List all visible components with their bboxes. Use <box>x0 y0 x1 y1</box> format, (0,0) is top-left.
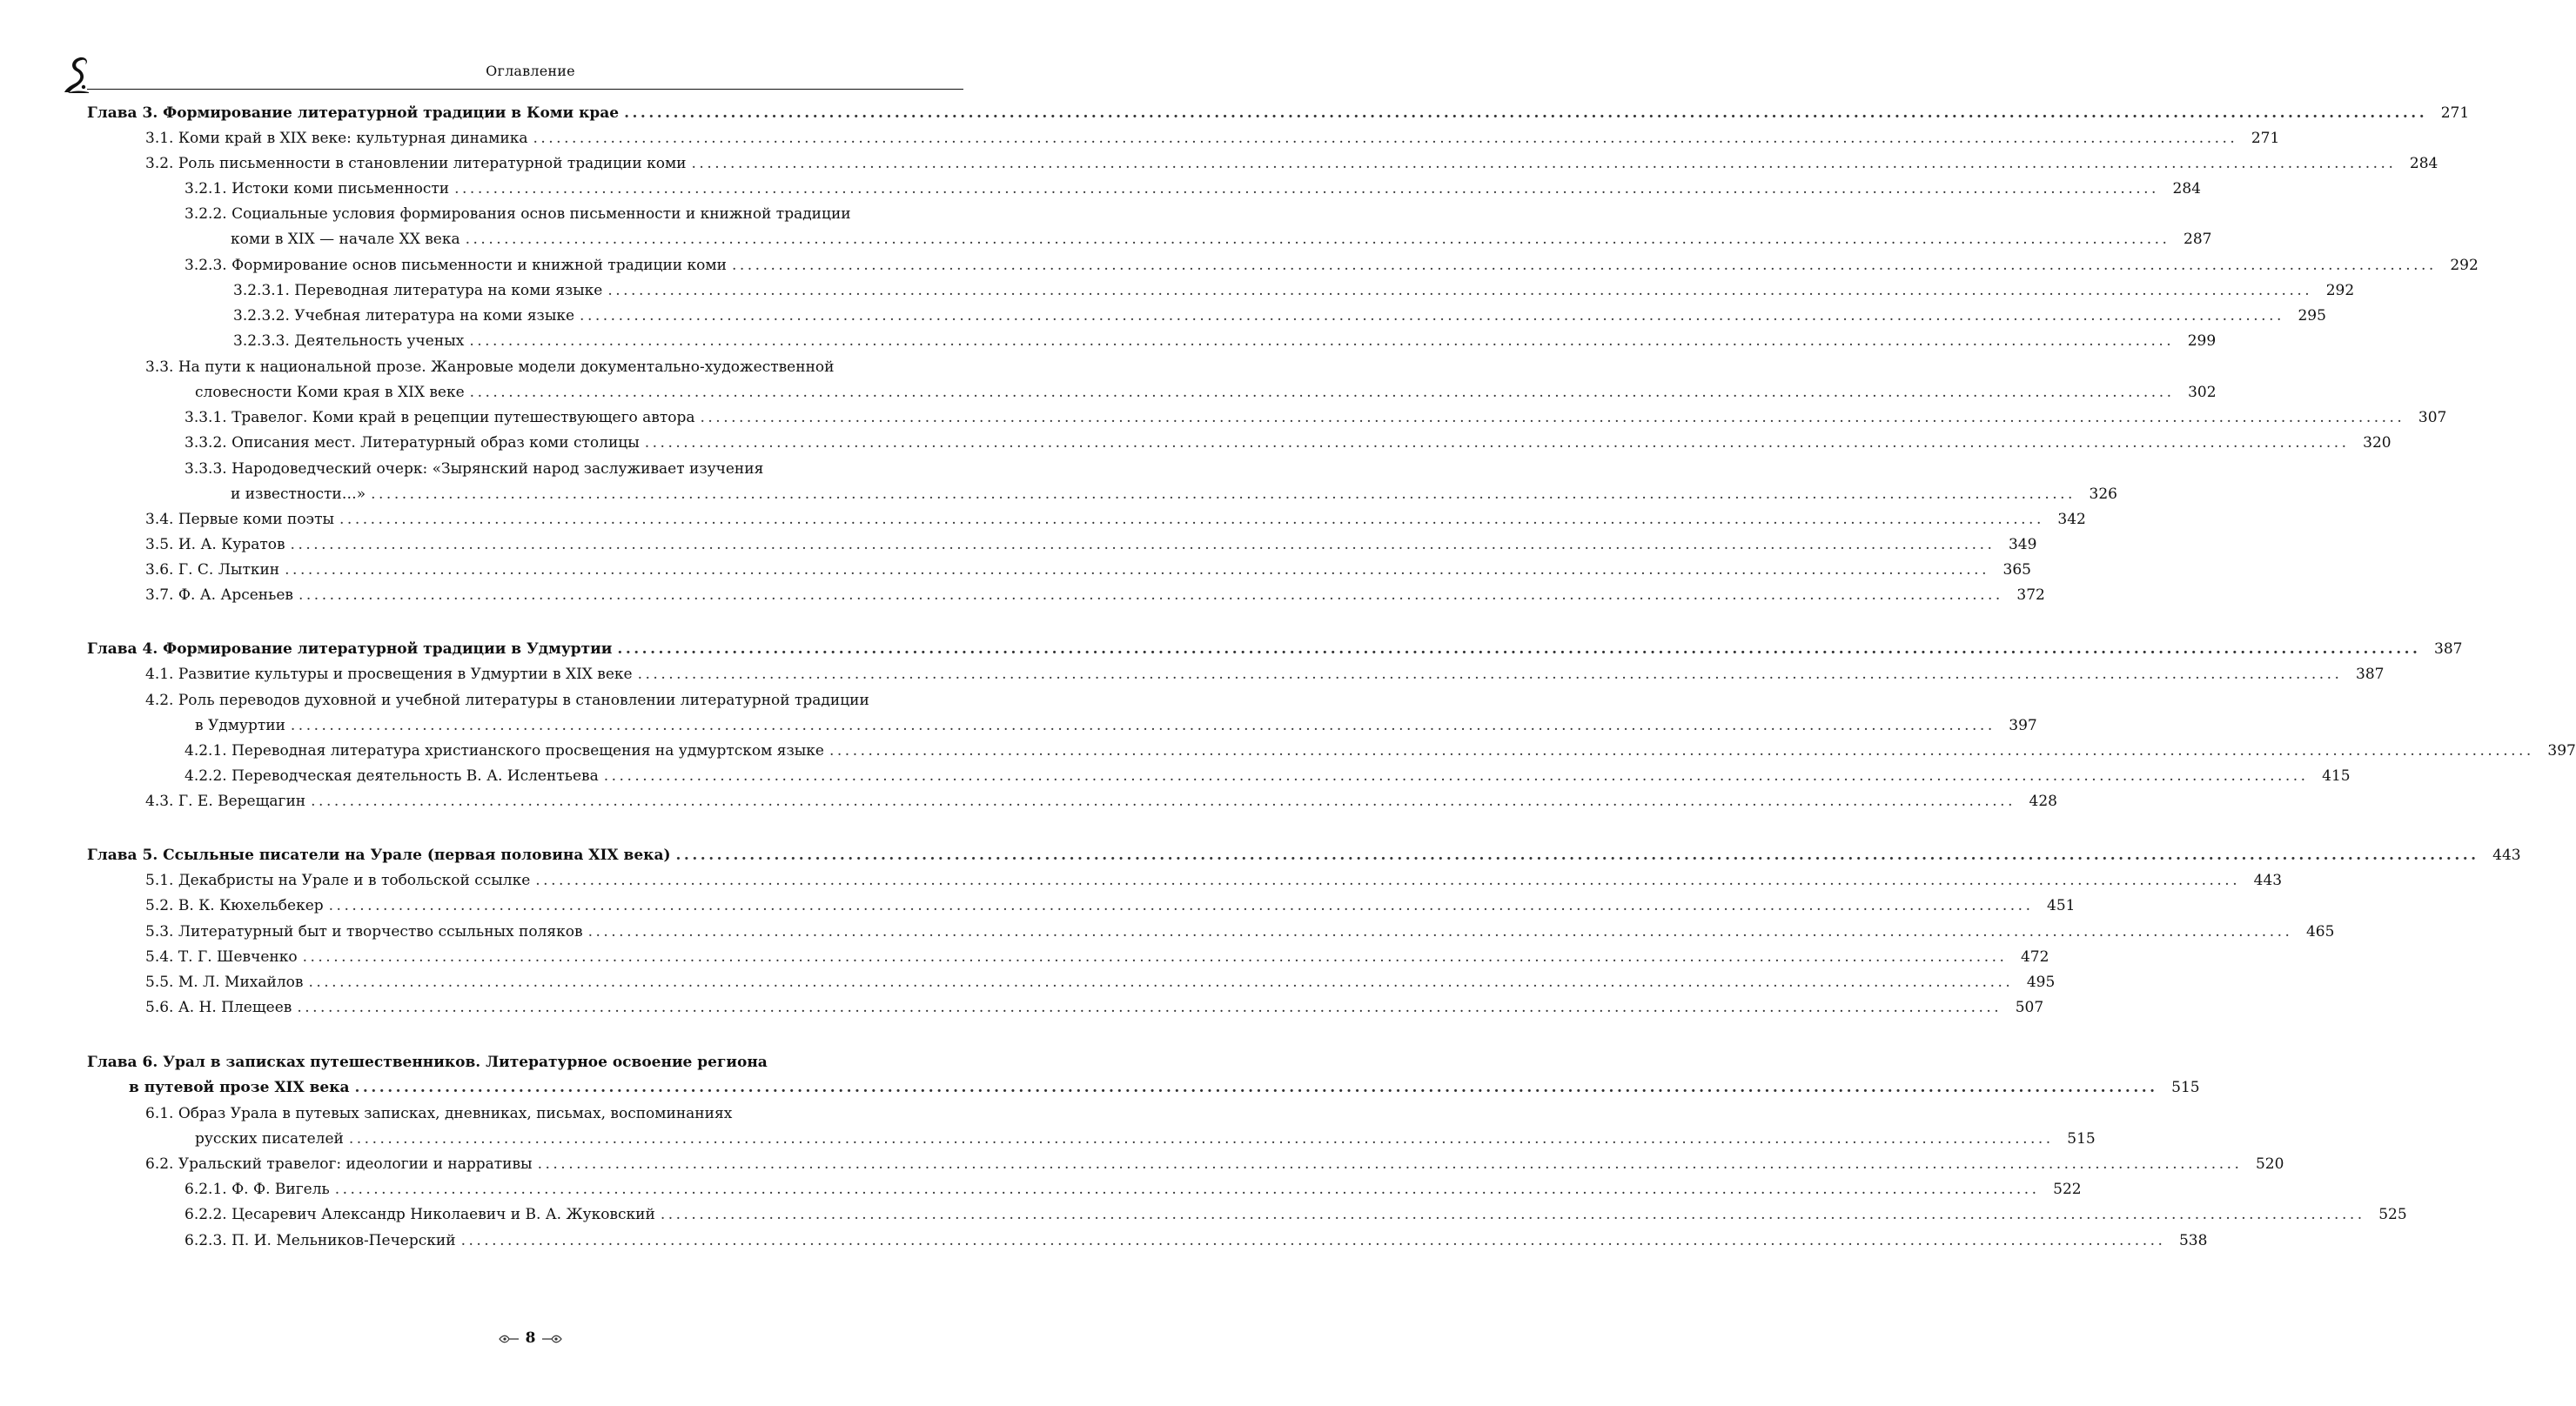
dot-leader: ............................................................................................................................................................................................................................ <box>700 409 2405 426</box>
toc-entry-title: коми в XIX — начале XX века <box>231 226 466 252</box>
toc-entry-title: 3.2. Роль письменности в становлении литературной традиции коми <box>145 151 692 177</box>
right-footer-ornament-icon <box>540 1334 563 1344</box>
dot-leader: ............................................................................................................................................................................................................................ <box>537 1155 2243 1173</box>
toc-entry-title: 4.2.1. Переводная литература христианского просвещения на удмуртском языке <box>184 738 829 764</box>
toc-page-number: 320 <box>2363 434 2392 452</box>
toc-entry <box>0 252 2479 278</box>
toc-entry-title: 5.3. Литературный быт и творчество ссыльных поляков <box>145 919 588 945</box>
toc-page-number: 397 <box>2547 742 2576 760</box>
dot-leader: ............................................................................................................................................................................................................................ <box>285 561 1989 579</box>
toc-entry-title: 3.3.1. Травелог. Коми край в рецепции путешествующего автора <box>184 405 701 431</box>
dot-leader: ............................................................................................................................................................................................................................ <box>603 767 2309 785</box>
toc-page-number: 443 <box>2253 872 2283 889</box>
dot-leader: ............................................................................................................................................................................................................................ <box>617 640 2421 658</box>
dot-leader: ............................................................................................................................................................................................................................ <box>637 666 2343 683</box>
dot-leader: ............................................................................................................................................................................................................................ <box>460 1232 2166 1249</box>
toc-entry-title: 4.2. Роль переводов духовной и учебной литературы в становлении литературной традиции <box>145 692 875 709</box>
dot-leader: ............................................................................................................................................................................................................................ <box>290 536 1996 553</box>
dot-leader: ............................................................................................................................................................................................................................ <box>533 130 2238 147</box>
toc-entry-title: 6.2.2. Цесаревич Александр Николаевич и В. А. Жуковский <box>184 1202 661 1228</box>
toc-page-number: 287 <box>2184 231 2212 248</box>
toc-entry-title: Глава 3. Формирование литературной традиции в Коми крае <box>87 100 624 126</box>
toc-entry-title: 4.2.2. Переводческая деятельность В. А. Ислентьева <box>184 763 604 789</box>
toc-entry-title: словесности Коми края в XIX веке <box>195 379 470 405</box>
dot-leader: ............................................................................................................................................................................................................................ <box>334 1181 2040 1198</box>
toc-entry-title: 5.5. М. Л. Михайлов <box>145 969 308 995</box>
toc-entry <box>0 1202 2407 1228</box>
dot-leader: ............................................................................................................................................................................................................................ <box>607 282 2313 299</box>
toc-entry-title: 3.2.2. Социальные условия формирования основ письменности и книжной традиции <box>184 205 856 223</box>
toc-page-number: 387 <box>2434 640 2463 658</box>
toc-entry <box>0 354 1061 380</box>
toc-entry <box>0 1126 2096 1152</box>
toc-entry <box>0 1101 1061 1127</box>
dot-leader: ............................................................................................................................................................................................................................ <box>828 742 2534 760</box>
toc-entry-title: 5.6. А. Н. Плещеев <box>145 994 297 1021</box>
toc-entry-title: русских писателей <box>195 1126 349 1152</box>
toc-entry <box>0 1075 2200 1101</box>
toc-entry <box>0 738 2576 764</box>
toc-page-number: 525 <box>2378 1206 2407 1223</box>
dot-leader: ............................................................................................................................................................................................................................ <box>691 155 2397 172</box>
dot-leader: ............................................................................................................................................................................................................................ <box>299 586 2003 604</box>
dot-leader: ............................................................................................................................................................................................................................ <box>535 872 2241 889</box>
toc-entry-title: 3.2.3.3. Деятельность ученых <box>233 328 469 354</box>
toc-entry <box>0 1176 2082 1202</box>
toc-entry-title: 3.4. Первые коми поэты <box>145 506 339 532</box>
dot-leader: ............................................................................................................................................................................................................................ <box>731 257 2437 274</box>
toc-entry <box>0 969 2056 995</box>
toc-entry <box>0 557 2031 583</box>
dot-leader: ............................................................................................................................................................................................................................ <box>587 923 2293 941</box>
toc-entry <box>0 430 2392 456</box>
dot-leader: ............................................................................................................................................................................................................................ <box>469 384 2175 401</box>
toc-entry-title: 3.3. На пути к национальной прозе. Жанровые модели документально-художественной <box>145 358 839 376</box>
toc-page-number: 307 <box>2418 409 2447 426</box>
toc-entry <box>0 532 2037 558</box>
toc-entry <box>0 1228 2208 1254</box>
toc-entry-title: 4.1. Развитие культуры и просвещения в Удмуртии в XIX веке <box>145 661 638 687</box>
dot-leader: ............................................................................................................................................................................................................................ <box>660 1206 2365 1223</box>
toc-page-number: 465 <box>2305 923 2335 941</box>
toc-entry-title: Глава 5. Ссыльные писатели на Урале (первая половина XIX века) <box>87 842 676 868</box>
toc-entry <box>0 713 2037 739</box>
toc-entry-title: 6.2.1. Ф. Ф. Вигель <box>184 1176 335 1202</box>
dot-leader: ............................................................................................................................................................................................................................ <box>339 511 2044 528</box>
toc-entry-title: 3.3.3. Народоведческий очерк: «Зырянский народ заслуживает изучения <box>184 460 768 478</box>
toc-page-number: 507 <box>2015 999 2044 1016</box>
toc-page-number: 415 <box>2322 767 2351 785</box>
toc-entry-title: 5.2. В. К. Кюхельбекер <box>145 893 329 919</box>
toc-entry-title: 6.1. Образ Урала в путевых записках, дневниках, письмах, воспоминаниях <box>145 1105 737 1122</box>
toc-page-number: 299 <box>2187 332 2217 350</box>
toc-page-number: 271 <box>2251 130 2280 147</box>
toc-page-number: 372 <box>2016 586 2045 604</box>
toc-page-number: 284 <box>2409 155 2438 172</box>
toc-page-number: 515 <box>2171 1079 2200 1096</box>
toc-page-number: 326 <box>2089 485 2117 503</box>
toc-entry <box>0 379 2217 405</box>
toc-page-number: 292 <box>2325 282 2355 299</box>
toc-page-number: 520 <box>2255 1155 2284 1173</box>
dot-leader: ............................................................................................................................................................................................................................ <box>290 717 1996 734</box>
toc-page-number: 284 <box>2172 180 2201 198</box>
dot-leader: ............................................................................................................................................................................................................................ <box>454 180 2159 198</box>
toc-entry <box>0 278 2355 304</box>
toc-entry <box>0 867 2283 894</box>
toc-entry-title: Глава 4. Формирование литературной традиции в Удмуртии <box>87 636 617 662</box>
toc-entry-title: 3.6. Г. С. Лыткин <box>145 557 285 583</box>
toc-entry-title: 5.4. Т. Г. Шевченко <box>145 944 303 970</box>
toc-entry-title: 3.2.3.2. Учебная литература на коми языке <box>233 303 580 329</box>
toc-entry-title: и известности…» <box>231 481 371 507</box>
dot-leader: ............................................................................................................................................................................................................................ <box>308 974 2014 991</box>
toc-entry-title: 3.2.1. Истоки коми письменности <box>184 176 454 202</box>
toc-entry <box>0 506 2086 532</box>
dot-leader: ............................................................................................................................................................................................................................ <box>297 999 2002 1016</box>
toc-entry-title: 4.3. Г. Е. Верещагин <box>145 788 311 814</box>
toc-page-number: 387 <box>2356 666 2385 683</box>
toc-page-number: 397 <box>2009 717 2037 734</box>
toc-entry <box>0 405 2447 431</box>
dot-leader: ............................................................................................................................................................................................................................ <box>624 104 2428 122</box>
dot-leader: ............................................................................................................................................................................................................................ <box>371 485 2076 503</box>
toc-entry-title: Глава 6. Урал в записках путешественников. Литературное освоение региона <box>87 1054 773 1071</box>
dot-leader: ............................................................................................................................................................................................................................ <box>302 948 2008 966</box>
toc-page-number: 538 <box>2178 1232 2208 1249</box>
toc-entry <box>0 151 2438 177</box>
left-footer-ornament-icon <box>498 1334 520 1344</box>
toc-entry-title: в путевой прозе XIX века <box>129 1075 355 1101</box>
toc-entry <box>0 328 2217 354</box>
toc-entry <box>0 636 2463 662</box>
toc-entry <box>0 226 2212 252</box>
dot-leader: ............................................................................................................................................................................................................................ <box>644 434 2350 452</box>
toc-entry <box>0 788 2057 814</box>
toc-entry-title: в Удмуртии <box>195 713 291 739</box>
dot-leader: ............................................................................................................................................................................................................................ <box>348 1130 2054 1148</box>
toc-page-number: 295 <box>2298 307 2326 325</box>
toc-page-number: 495 <box>2026 974 2056 991</box>
dot-leader: ............................................................................................................................................................................................................................ <box>675 847 2479 864</box>
toc-page-number: 443 <box>2492 847 2521 864</box>
toc-entry <box>0 1151 2284 1177</box>
dot-leader: ............................................................................................................................................................................................................................ <box>580 307 2284 325</box>
toc-page-number: 271 <box>2440 104 2470 122</box>
toc-entry-title: 3.2.3.1. Переводная литература на коми языке <box>233 278 607 304</box>
toc-entry <box>0 201 1061 227</box>
running-header-title: Оглавление <box>486 63 575 79</box>
toc-entry-title: 6.2. Уральский травелог: идеологии и нарративы <box>145 1151 538 1177</box>
dot-leader: ............................................................................................................................................................................................................................ <box>465 231 2170 248</box>
page-number: 8 <box>525 1329 536 1347</box>
toc-entry-title: 5.1. Декабристы на Урале и в тобольской ссылке <box>145 867 535 894</box>
toc-entry-title: 6.2.3. П. И. Мельников-Печерский <box>184 1228 461 1254</box>
toc-entry-title: 3.5. И. А. Куратов <box>145 532 291 558</box>
page-footer <box>0 1329 1061 1347</box>
toc-entry <box>0 763 2351 789</box>
toc-page-number: 365 <box>2002 561 2031 579</box>
toc-entry <box>0 303 2326 329</box>
toc-entry <box>0 919 2335 945</box>
toc-page-number: 522 <box>2053 1181 2082 1198</box>
toc-page-number: 292 <box>2450 257 2479 274</box>
dot-leader: ............................................................................................................................................................................................................................ <box>311 793 2016 810</box>
toc-page-number: 342 <box>2057 511 2086 528</box>
dot-leader: ............................................................................................................................................................................................................................ <box>469 332 2175 350</box>
toc-page-number: 428 <box>2029 793 2057 810</box>
toc-entry <box>0 994 2044 1021</box>
toc-entry <box>0 661 2385 687</box>
toc-entry-title: 3.3.2. Описания мест. Литературный образ коми столицы <box>184 430 645 456</box>
toc-page-number: 515 <box>2067 1130 2096 1148</box>
toc-page-number: 451 <box>2047 897 2076 914</box>
toc-entry <box>0 100 2470 126</box>
toc-entry <box>0 481 2117 507</box>
toc-page-number: 302 <box>2188 384 2217 401</box>
toc-entry-title: 3.2.3. Формирование основ письменности и книжной традиции коми <box>184 252 732 278</box>
toc-page-number: 472 <box>2020 948 2049 966</box>
toc-entry <box>0 125 2280 151</box>
toc-entry <box>0 1049 1061 1075</box>
toc-entry <box>0 582 2045 608</box>
dot-leader: ............................................................................................................................................................................................................................ <box>328 897 2034 914</box>
toc-entry <box>0 842 2521 868</box>
dot-leader: ............................................................................................................................................................................................................................ <box>354 1079 2158 1096</box>
toc-entry <box>0 687 1061 713</box>
toc-entry <box>0 944 2049 970</box>
toc-entry <box>0 893 2076 919</box>
toc-page-number: 349 <box>2008 536 2037 553</box>
toc-entry-title: 3.1. Коми край в XIX веке: культурная динамика <box>145 125 533 151</box>
toc-entry-title: 3.7. Ф. А. Арсеньев <box>145 582 299 608</box>
toc-entry <box>0 456 1061 482</box>
toc-entry <box>0 176 2201 202</box>
